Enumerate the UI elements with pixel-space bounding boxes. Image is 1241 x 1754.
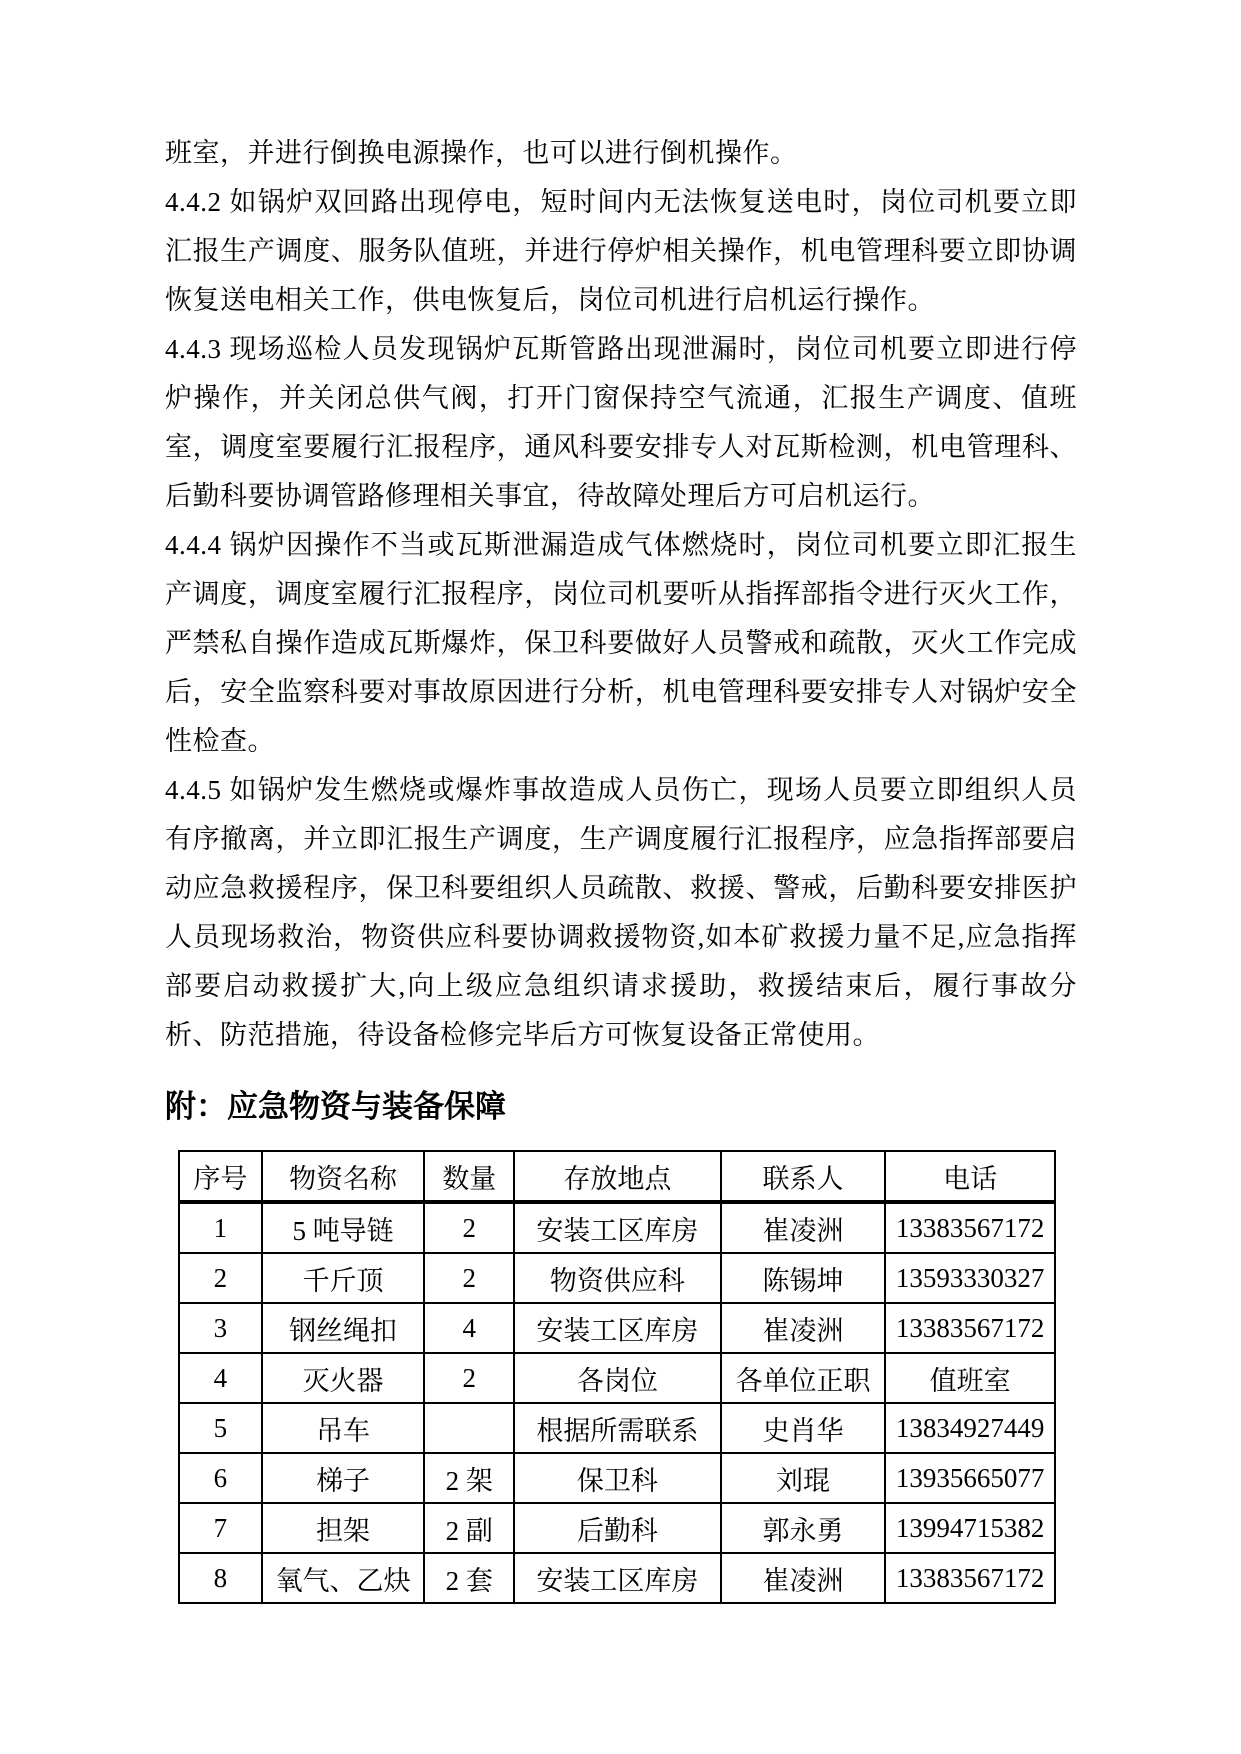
cell-name: 吊车	[262, 1403, 425, 1453]
table-row	[179, 1253, 1055, 1303]
paragraph-445: 4.4.5 如锅炉发生燃烧或爆炸事故造成人员伤亡，现场人员要立即组织人员有序撤离，并立即汇报生产调度，生产调度履行汇报程序，应急指挥部要启动应急救援程序，保卫科要组织人员疏散、救援、警戒，后勤科要安排医护人员现场救治，物资供应科要协调救援物资,如本矿救援力量不足,应急指挥部要启动救援扩大,向上级应急组织请求援助，救援结束后，履行事故分析、防范措施，待设备检修完毕后方可恢复设备正常使用。	[165, 775, 1077, 1050]
paragraph-441-tail: 班室，并进行倒换电源操作，也可以进行倒机操作。	[165, 138, 798, 168]
header-cell-phone: 电话	[885, 1151, 1055, 1202]
cell-place: 各岗位	[514, 1353, 721, 1403]
cell-contact: 崔凌洲	[721, 1303, 886, 1353]
cell-phone: 13383567172	[885, 1303, 1055, 1353]
paragraph-442: 4.4.2 如锅炉双回路出现停电，短时间内无法恢复送电时，岗位司机要立即汇报生产调度、服务队值班，并进行停炉相关操作，机电管理科要立即协调恢复送电相关工作，供电恢复后，岗位司机进行启机运行操作。	[165, 187, 1077, 315]
cell-no: 4	[179, 1353, 262, 1403]
cell-name: 氧气、乙炔	[262, 1553, 425, 1603]
table-row	[179, 1353, 1055, 1403]
cell-place: 安装工区库房	[514, 1202, 721, 1253]
cell-qty: 4	[424, 1303, 514, 1353]
table-row	[179, 1303, 1055, 1353]
cell-place: 后勤科	[514, 1503, 721, 1553]
paragraph-443: 4.4.3 现场巡检人员发现锅炉瓦斯管路出现泄漏时，岗位司机要立即进行停炉操作，并关闭总供气阀，打开门窗保持空气流通，汇报生产调度、值班室，调度室要履行汇报程序，通风科要安排专人对瓦斯检测，机电管理科、后勤科要协调管路修理相关事宜，待故障处理后方可启机运行。	[165, 334, 1077, 511]
cell-name: 担架	[262, 1503, 425, 1553]
cell-name: 钢丝绳扣	[262, 1303, 425, 1353]
cell-place: 安装工区库房	[514, 1553, 721, 1603]
cell-phone: 13935665077	[885, 1453, 1055, 1503]
header-cell-contact: 联系人	[721, 1151, 886, 1202]
cell-no: 8	[179, 1553, 262, 1603]
table-row	[179, 1503, 1055, 1553]
table-header-row	[179, 1151, 1055, 1202]
cell-contact: 陈锡坤	[721, 1253, 886, 1303]
cell-no: 5	[179, 1403, 262, 1453]
cell-qty: 2	[424, 1202, 514, 1253]
header-cell-no: 序号	[179, 1151, 262, 1202]
cell-phone: 13593330327	[885, 1253, 1055, 1303]
cell-qty: 2	[424, 1353, 514, 1403]
cell-qty	[424, 1403, 514, 1453]
cell-phone: 13834927449	[885, 1403, 1055, 1453]
paragraph-444: 4.4.4 锅炉因操作不当或瓦斯泄漏造成气体燃烧时，岗位司机要立即汇报生产调度，调度室履行汇报程序，岗位司机要听从指挥部指令进行灭火工作，严禁私自操作造成瓦斯爆炸，保卫科要做好人员警戒和疏散，灭火工作完成后，安全监察科要对事故原因进行分析，机电管理科要安排专人对锅炉安全性检查。	[165, 530, 1077, 756]
table-row	[179, 1403, 1055, 1453]
cell-name: 灭火器	[262, 1353, 425, 1403]
cell-place: 物资供应科	[514, 1253, 721, 1303]
cell-qty: 2	[424, 1253, 514, 1303]
cell-phone: 13383567172	[885, 1553, 1055, 1603]
cell-name: 5 吨导链	[262, 1202, 425, 1253]
cell-no: 1	[179, 1202, 262, 1253]
cell-phone: 值班室	[885, 1353, 1055, 1403]
attachment-heading: 附：应急物资与装备保障	[165, 1089, 506, 1124]
cell-qty: 2 套	[424, 1553, 514, 1603]
table-row	[179, 1553, 1055, 1603]
cell-contact: 崔凌洲	[721, 1553, 886, 1603]
cell-no: 6	[179, 1453, 262, 1503]
cell-no: 2	[179, 1253, 262, 1303]
cell-no: 3	[179, 1303, 262, 1353]
cell-contact: 郭永勇	[721, 1503, 886, 1553]
cell-qty: 2 副	[424, 1503, 514, 1553]
header-cell-place: 存放地点	[514, 1151, 721, 1202]
cell-phone: 13383567172	[885, 1202, 1055, 1253]
cell-name: 千斤顶	[262, 1253, 425, 1303]
cell-phone: 13994715382	[885, 1503, 1055, 1553]
cell-name: 梯子	[262, 1453, 425, 1503]
cell-place: 安装工区库房	[514, 1303, 721, 1353]
header-cell-name: 物资名称	[262, 1151, 425, 1202]
table-row	[179, 1453, 1055, 1503]
table-row	[179, 1202, 1055, 1253]
header-cell-qty: 数量	[424, 1151, 514, 1202]
cell-place: 保卫科	[514, 1453, 721, 1503]
cell-qty: 2 架	[424, 1453, 514, 1503]
cell-place: 根据所需联系	[514, 1403, 721, 1453]
cell-contact: 各单位正职	[721, 1353, 886, 1403]
cell-contact: 刘琨	[721, 1453, 886, 1503]
cell-no: 7	[179, 1503, 262, 1553]
cell-contact: 崔凌洲	[721, 1202, 886, 1253]
cell-contact: 史肖华	[721, 1403, 886, 1453]
supplies-table	[178, 1150, 1056, 1604]
